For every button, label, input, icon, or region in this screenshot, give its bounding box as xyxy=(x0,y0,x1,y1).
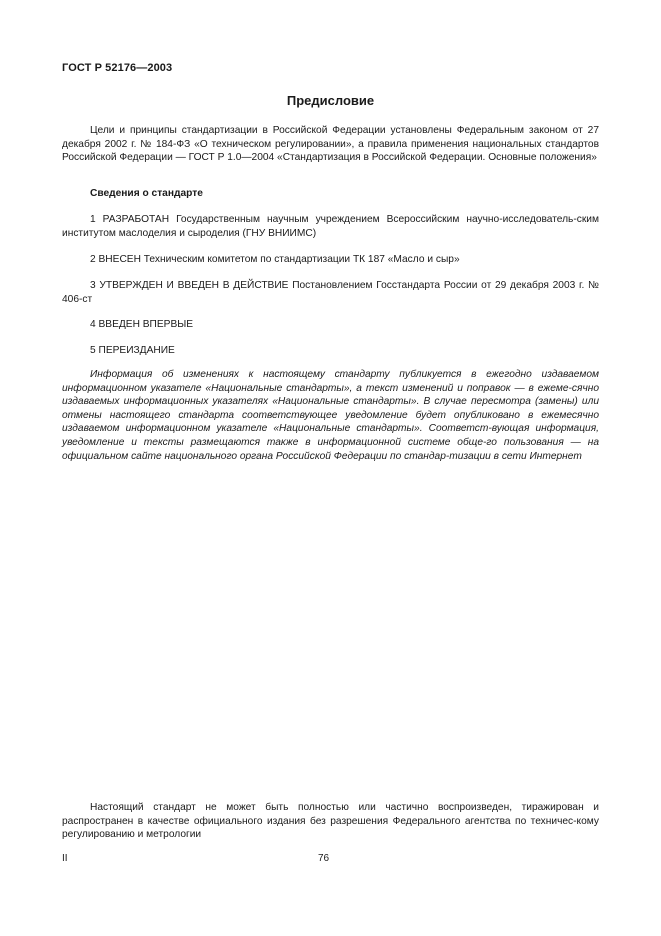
page-number: 76 xyxy=(318,853,330,864)
intro-paragraph: Цели и принципы стандартизации в Российской Федерации установлены Федеральным законом от 27 декабря 2002 г. № 184-ФЗ «О техническом регулировании», а правила применения национальных стандартов Российской Федерации — ГОСТ Р 1.0—2004 «Стандартизация в Российской Федерации. Основные положения» xyxy=(62,125,599,164)
notice-paragraph: Информация об изменениях к настоящему стандарту публикуется в ежегодно издаваемом информационном указателе «Национальные стандарты», а текст изменений и поправок — в ежеме-сячно издаваемых информационных указателях «Национальные стандарты». В случае пересмотра (замены) или отмены настоящего стандарта соответствующее уведомление будет опубликовано в ежемесячно издаваемом информационном указателе «Национальные стандарты». Соответст-вующая информация, уведомление и тексты размещаются также в информационной системе обще-го пользования — на официальном сайте национального органа Российской Федерации по стандар-тизации в сети Интернет xyxy=(62,369,599,462)
list-item: 5 ПЕРЕИЗДАНИЕ xyxy=(90,345,175,356)
standard-code: ГОСТ Р 52176—2003 xyxy=(62,62,173,74)
roman-page-marker: II xyxy=(62,853,68,864)
list-item: 1 РАЗРАБОТАН Государственным научным учреждением Всероссийским научно-исследователь-ским институтом маслоделия и сыроделия (ГНУ ВНИИМС) xyxy=(62,214,599,239)
info-heading: Сведения о стандарте xyxy=(90,188,203,199)
list-item: 3 УТВЕРЖДЕН И ВВЕДЕН В ДЕЙСТВИЕ Постановлением Госстандарта России от 29 декабря 2003 г. № 406-ст xyxy=(62,280,599,305)
list-item: 2 ВНЕСЕН Техническим комитетом по стандартизации ТК 187 «Масло и сыр» xyxy=(90,254,460,265)
list-item: 4 ВВЕДЕН ВПЕРВЫЕ xyxy=(90,319,194,330)
page-title: Предисловие xyxy=(286,93,375,108)
copyright-paragraph: Настоящий стандарт не может быть полностью или частично воспроизведен, тиражирован и распространен в качестве официального издания без разрешения Федерального агентства по техничес-кому регулированию и метрологии xyxy=(62,802,599,841)
